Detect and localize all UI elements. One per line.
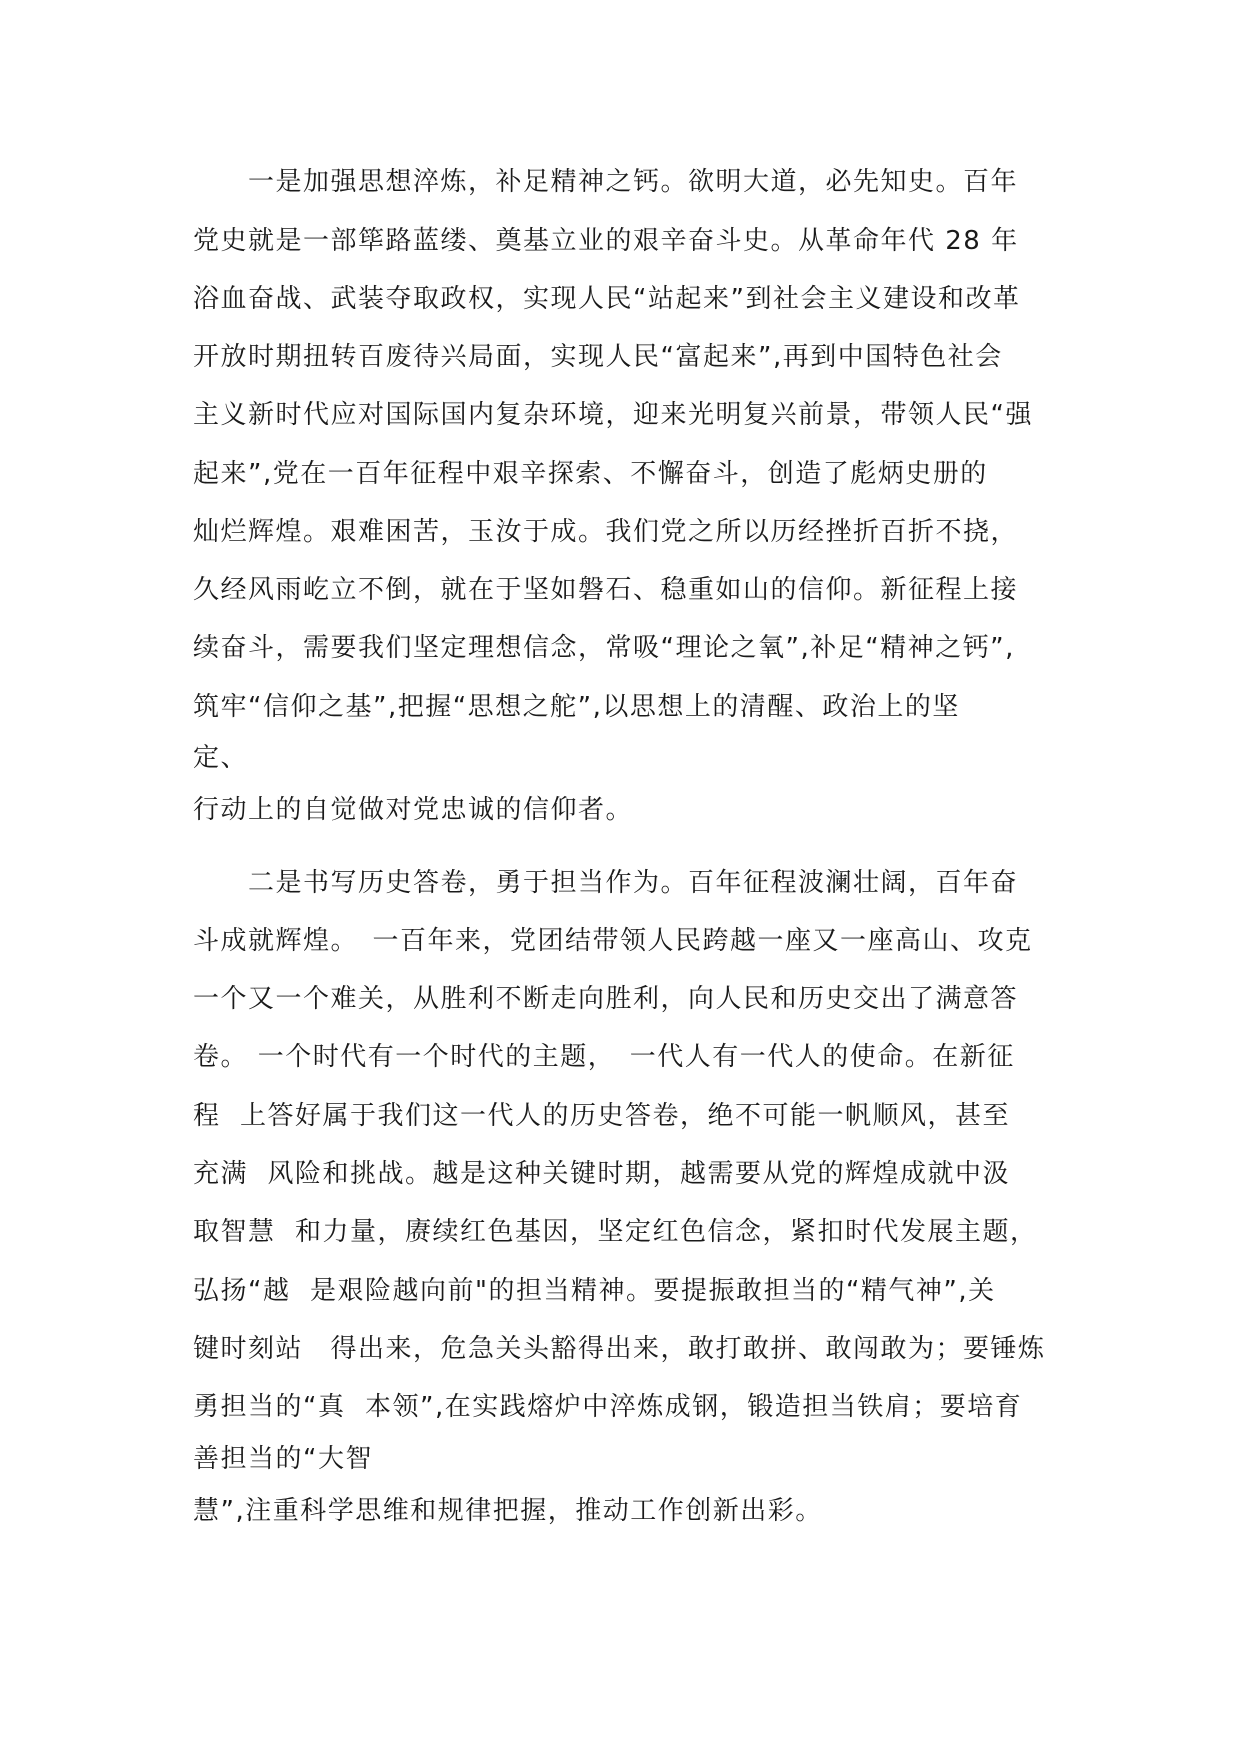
paragraph-1-line: 党史就是一部筚路蓝缕、奠基立业的艰辛奋斗史。从革命年代 28 年 xyxy=(193,226,1019,256)
paragraph-1-line: 灿烂辉煌。艰难困苦，玉汝于成。我们党之所以历经挫折百折不挠， xyxy=(193,517,1019,547)
paragraph-2-line: 程 上答好属于我们这一代人的历史答卷，绝不可能一帆顺风，甚至 xyxy=(193,1101,1011,1131)
paragraph-2-line: 充满 风险和挑战。越是这种关键时期，越需要从党的辉煌成就中汲 xyxy=(193,1159,1011,1189)
paragraph-2-line: 善担当的“大智 xyxy=(193,1444,373,1474)
paragraph-1-line: 起来”,党在一百年征程中艰辛探索、不懈奋斗，创造了彪炳史册的 xyxy=(193,459,988,489)
paragraph-1-line: 开放时期扭转百废待兴局面，实现人民“富起来”,再到中国特色社会 xyxy=(193,342,1003,372)
paragraph-2-line: 斗成就辉煌。 一百年来，党团结带领人民跨越一座又一座高山、攻克 xyxy=(193,926,1033,956)
paragraph-1-line: 主义新时代应对国际国内复杂环境，迎来光明复兴前景，带领人民“强 xyxy=(193,400,1033,430)
paragraph-1-line: 行动上的自觉做对党忠诚的信仰者。 xyxy=(193,795,634,825)
paragraph-1-line: 筑牢“信仰之基”,把握“思想之舵”,以思想上的清醒、政治上的坚 xyxy=(193,692,960,722)
paragraph-2-line: 勇担当的“真 本领”,在实践熔炉中淬炼成钢，锻造担当铁肩；要培育 xyxy=(193,1392,1023,1422)
paragraph-2-line: 慧”,注重科学思维和规律把握，推动工作创新出彩。 xyxy=(193,1496,823,1526)
paragraph-1-line: 浴血奋战、武装夺取政权，实现人民“站起来”到社会主义建设和改革 xyxy=(193,284,1021,314)
paragraph-1-line: 定、 xyxy=(193,743,249,773)
paragraph-1-line: 一是加强思想淬炼，补足精神之钙。欲明大道，必先知史。百年 xyxy=(193,167,1019,197)
paragraph-2-line: 取智慧 和力量，赓续红色基因，坚定红色信念，紧扣时代发展主题， xyxy=(193,1217,1038,1247)
paragraph-2-line: 卷。 一个时代有一个时代的主题， 一代人有一代人的使命。在新征 xyxy=(193,1042,1015,1072)
paragraph-2-line: 弘扬“越 是艰险越向前"的担当精神。要提振敢担当的“精气神”,关 xyxy=(193,1276,996,1306)
paragraph-2-line: 二是书写历史答卷，勇于担当作为。百年征程波澜壮阔，百年奋 xyxy=(193,868,1019,898)
paragraph-1-line: 续奋斗，需要我们坚定理想信念，常吸“理论之氧”,补足“精神之钙”, xyxy=(193,633,1015,663)
paragraph-1-line: 久经风雨屹立不倒，就在于坚如磐石、稳重如山的信仰。新征程上接 xyxy=(193,575,1019,605)
paragraph-2-line: 键时刻站 得出来，危急关头豁得出来，敢打敢拼、敢闯敢为；要锤炼 xyxy=(193,1334,1046,1364)
paragraph-2-line: 一个又一个难关，从胜利不断走向胜利，向人民和历史交出了满意答 xyxy=(193,984,1019,1014)
